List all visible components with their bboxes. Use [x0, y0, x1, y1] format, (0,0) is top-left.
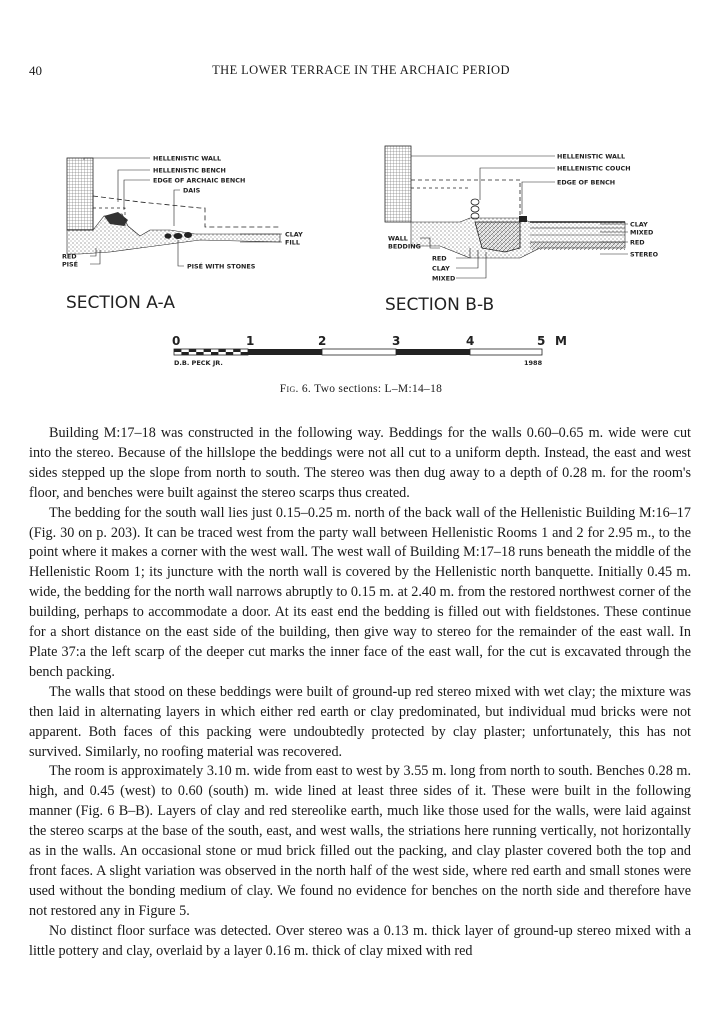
label-a-pise: PISÉ — [62, 260, 79, 269]
label-b-bedding: BEDDING — [388, 242, 421, 251]
label-b-stereo: STEREO — [630, 250, 659, 259]
scale-tick-4: 4 — [466, 334, 475, 348]
paragraph-5: No distinct floor surface was detected. Over stereo was a 0.13 m. thick layer of ground-up stereo mixed with a little pottery and clay, overlaid by a layer 0.16 m. thick of clay mixed with red — [29, 922, 691, 959]
section-a-drawing — [62, 155, 303, 314]
section-a-title: SECTION A-A — [66, 293, 175, 313]
label-b-clay-low: CLAY — [432, 264, 450, 273]
label-a-hellenistic-wall: HELLENISTIC WALL — [153, 154, 222, 163]
label-b-hellenistic-couch: HELLENISTIC COUCH — [557, 164, 631, 173]
scale-tick-5: 5 — [537, 334, 546, 348]
label-b-mixed-low: MIXED — [432, 274, 456, 283]
scale-tick-0: 0 — [172, 334, 181, 348]
body-text — [29, 424, 691, 961]
paragraph-2: The bedding for the south wall lies just 0.15–0.25 m. north of the back wall of the Hellenistic Building M:16–17 (Fig. 30 on p. 203). It can be traced west from the party wall between Hellenistic Rooms 1 and 2 for 2.95 m., to the point where it makes a corner with the west wall. The west wall of Building M:17–18 runs beneath the middle of the Hellenistic Room 1; its juncture with the north wall is covered by the Hellenistic north banquette. Initially 0.45 m. wide, the bedding for the north wall narrows abruptly to 0.15 m. at 2.40 m. from the restored northwest corner of the building, perhaps to accommodate a door. At its east end the bedding is filled out with fieldstones. These continue for a short distance on the east side of the building, then give way to stereo for the remainder of the east wall. In Plate 37:a the left scarp of the deeper cut marks the inner face of the east wall, for the cut is excavated through the bench packing. — [29, 504, 691, 680]
section-b-drawing — [385, 146, 659, 315]
scale-unit: M — [555, 334, 567, 348]
label-b-wall: WALL — [388, 234, 408, 243]
label-b-red: RED — [630, 238, 645, 247]
label-b-red-low: RED — [432, 254, 447, 263]
scale-tick-2: 2 — [318, 334, 327, 348]
label-b-clay: CLAY — [630, 220, 648, 229]
scale-credit: D.B. PECK JR. — [174, 359, 223, 367]
paragraph-4: The room is approximately 3.10 m. wide from east to west by 3.55 m. long from north to south. Benches 0.28 m. high, and 0.45 (west) to 0.60 (south) m. wide lined at least three sides of it. These were built in the following manner (Fig. 6 B–B). Layers of clay and red stereolike earth, much like those used for the walls, were laid against the stereo scarps at the base of the south, east, and west walls, the striations here running vertically, not horizontally as in the walls. An occasional stone or mud brick filled out the packing, and clay plaster covered both the top and front faces. A slight variation was observed in the north half of the west side, where red earth and small stones were used without the bonding medium of clay. We found no evidence for benches on the north side and therefore have not restored any in Figure 5. — [29, 763, 691, 919]
label-a-dais: DAIS — [183, 186, 201, 195]
section-drawing — [0, 130, 722, 380]
paragraph-1: Building M:17–18 was constructed in the following way. Beddings for the walls 0.60–0.65 m. wide were cut into the stereo. Because of the hillslope the beddings were not all cut to a uniform depth. Instead, the east and west sides stepped up the slope from north to south. The stereo was then dug away to a depth of 0.28 m. for the room's floor, and benches were built against the stereo scarps thus created. — [29, 425, 691, 501]
label-a-red: RED — [62, 252, 77, 261]
section-b-title: SECTION B-B — [385, 295, 495, 315]
label-b-mixed: MIXED — [630, 228, 654, 237]
scale-year: 1988 — [524, 359, 543, 367]
scale-tick-3: 3 — [392, 334, 401, 348]
scale-bar — [172, 334, 567, 367]
page-number: 40 — [29, 63, 42, 78]
figure-sections — [0, 130, 722, 380]
label-b-hellenistic-wall: HELLENISTIC WALL — [557, 152, 626, 161]
label-a-pise-with-stones: PISÉ WITH STONES — [187, 262, 256, 271]
label-b-edge-of-bench: EDGE OF BENCH — [557, 178, 616, 187]
figure-caption — [0, 383, 722, 395]
label-a-edge-archaic-bench: EDGE OF ARCHAIC BENCH — [153, 176, 246, 185]
running-head: THE LOWER TERRACE IN THE ARCHAIC PERIOD — [212, 63, 510, 77]
label-a-clay: CLAY — [285, 230, 303, 239]
paragraph-3: The walls that stood on these beddings were built of ground-up red stereo mixed with wet clay; the mixture was then laid in alternating layers in which either red earth or clay predominated, but individual mud bricks were not apparent. Both faces of this packing were undoubtedly protected by clay plaster; unfortunately, this has not survived. Similarly, no roofing material was recovered. — [29, 683, 691, 760]
label-a-hellenistic-bench: HELLENISTIC BENCH — [153, 166, 226, 175]
label-a-fill: FILL — [285, 238, 300, 247]
scale-tick-1: 1 — [246, 334, 255, 348]
caption-text: Two sections: L–M:14–18 — [314, 383, 443, 395]
caption-label: Fig. 6. — [279, 383, 312, 395]
